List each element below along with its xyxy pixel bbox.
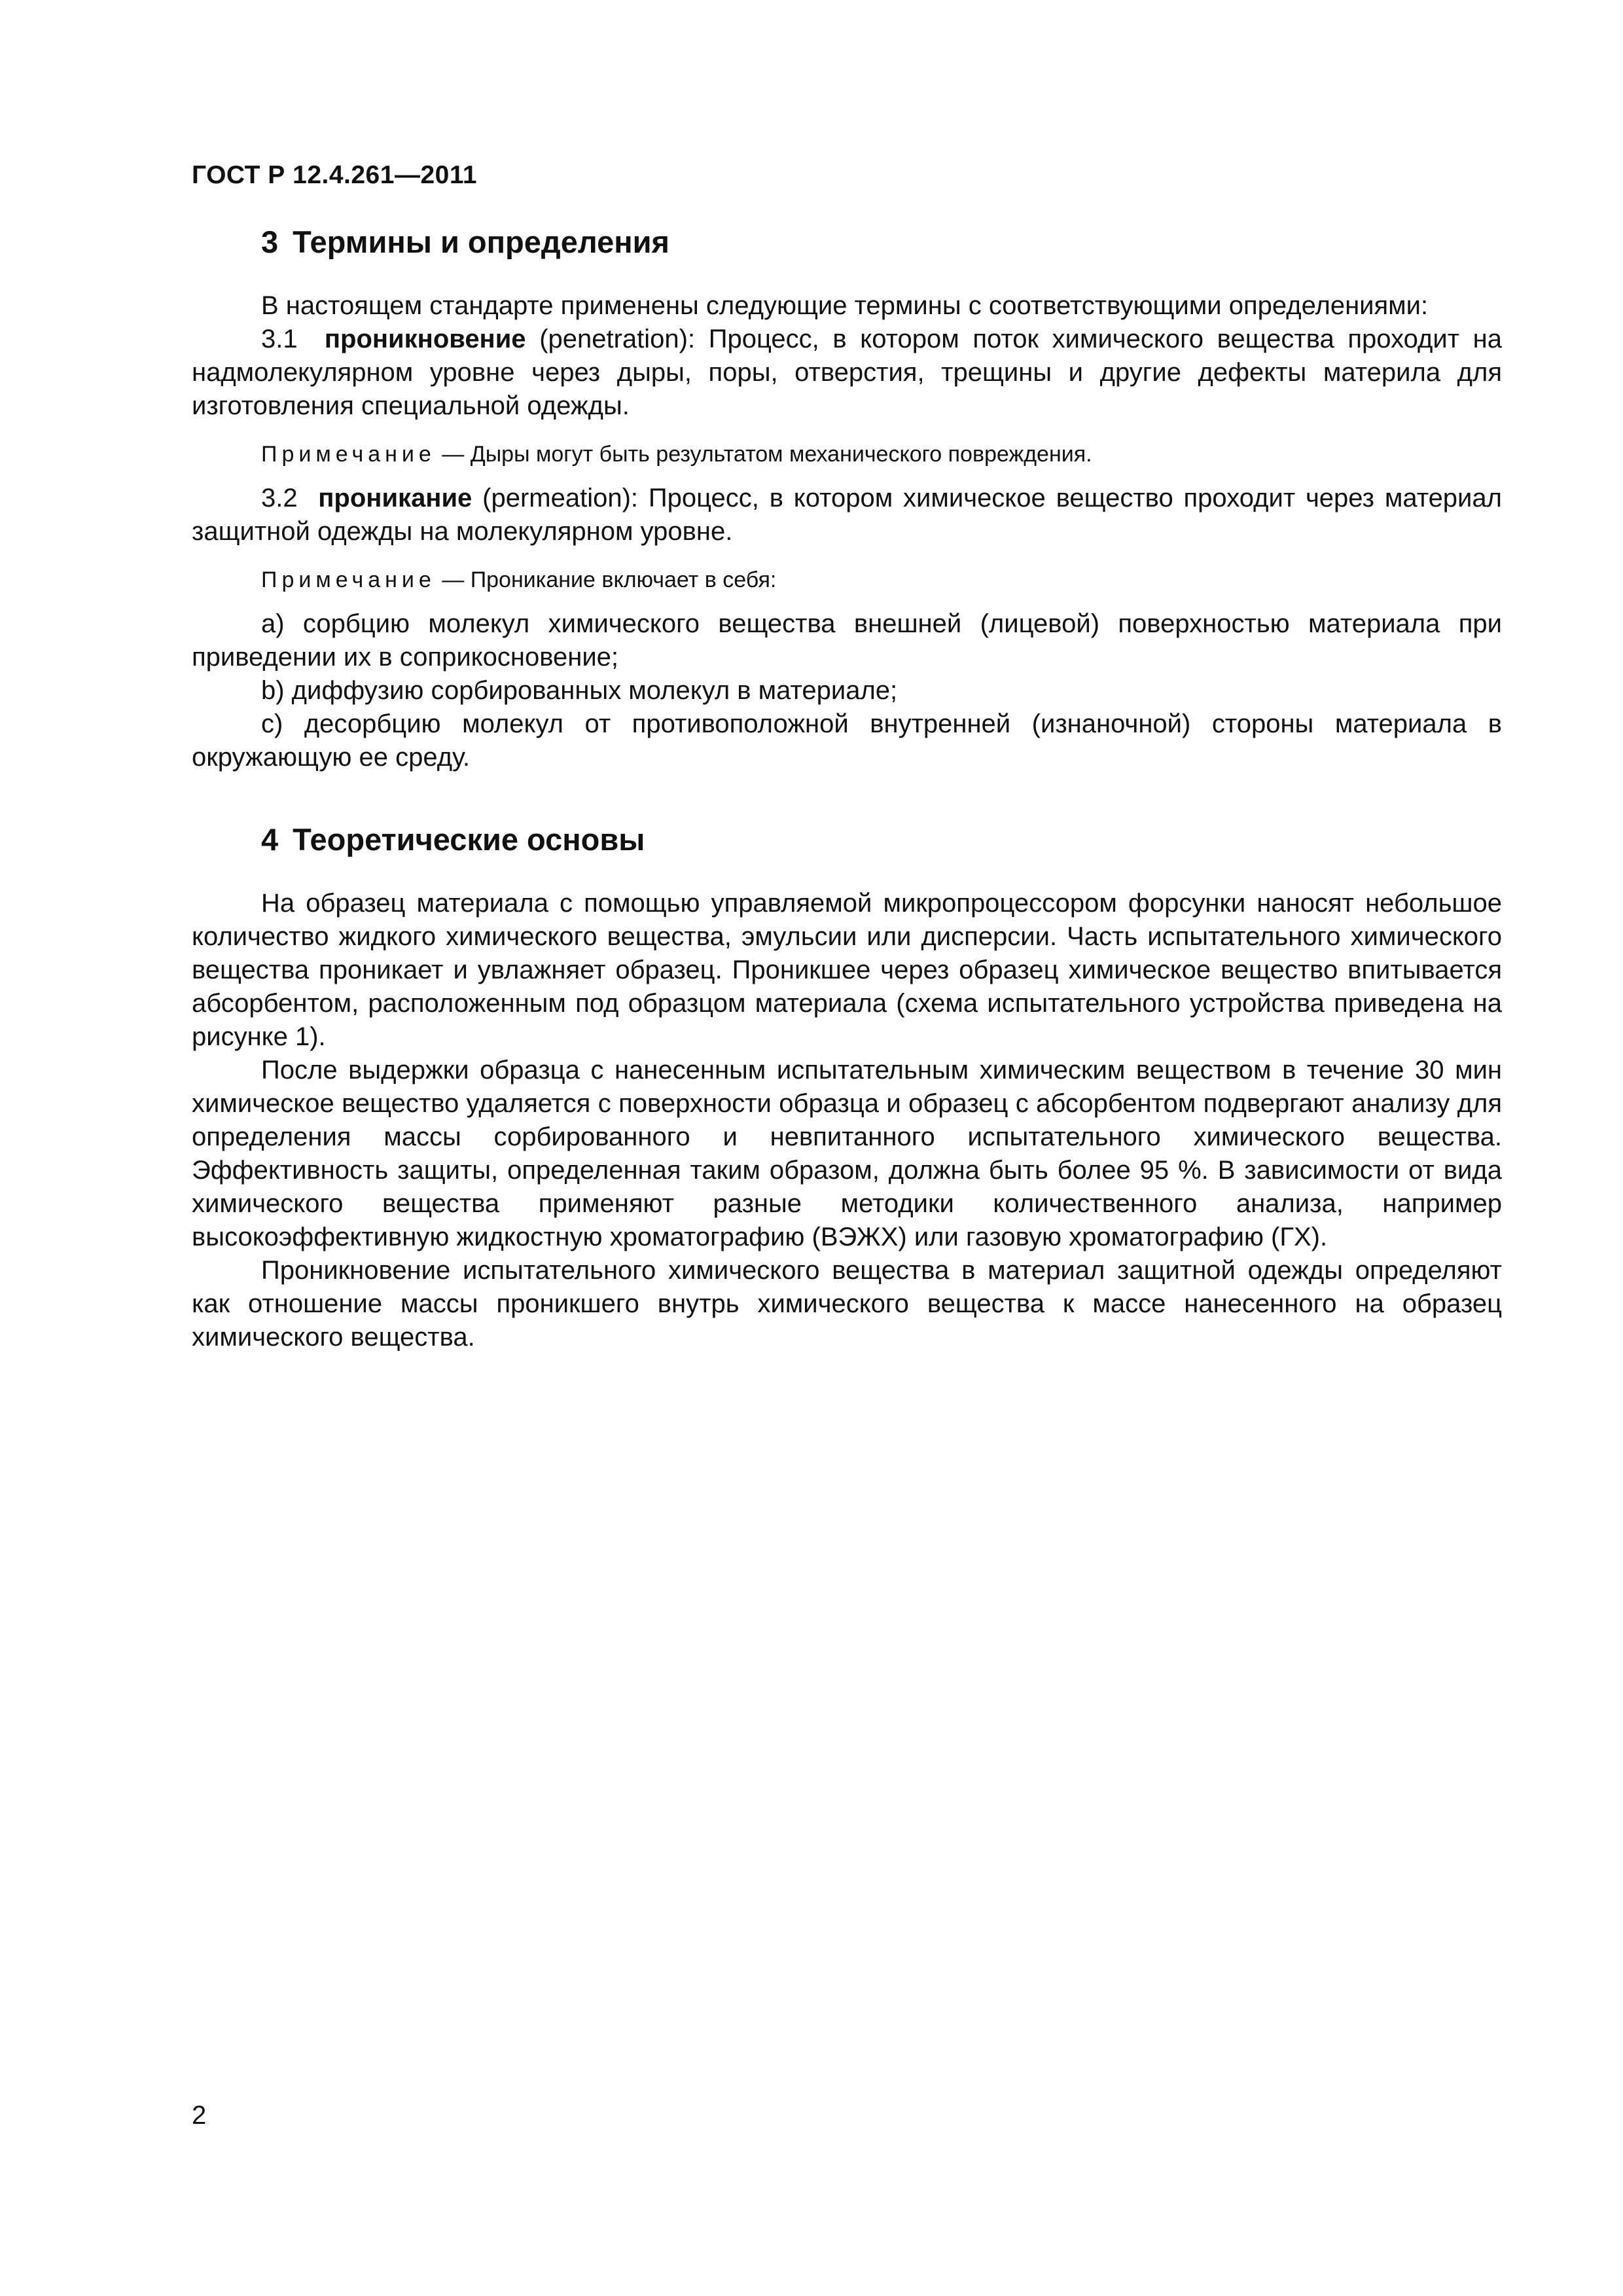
term-3-2 bbox=[192, 482, 1502, 548]
note-1 bbox=[192, 440, 1502, 469]
section-number: 3 bbox=[261, 224, 279, 259]
list-item: b) диффузию сорбированных молекул в материале; bbox=[261, 676, 898, 705]
section-3-intro: В настоящем стандарте применены следующие термины с соответствующими определениями: bbox=[261, 291, 1429, 320]
term-definition: (penetration): Процесс, в котором поток химического вещества проходит на надмолекулярном уровне через дыры, поры, отверстия, трещины и другие дефекты материла для изготовления специальной одежды. bbox=[192, 325, 1502, 420]
term-number: 3.1 bbox=[261, 325, 298, 353]
note-label: Примечание bbox=[261, 567, 436, 592]
document-code: ГОСТ Р 12.4.261—2011 bbox=[192, 161, 478, 189]
paragraph: На образец материала с помощью управляемой микропроцессором форсунки наносят небольшое количество жидкого химического вещества, эмульсии или дисперсии. Часть испытательного химического вещества проникает и увлажняет образец. Проникшее через образец химическое вещество впитывается абсорбентом, расположенным под образцом материала (схема испытательного устройства приведена на рисунке 1). bbox=[192, 889, 1502, 1051]
section-title: Теоретические основы bbox=[293, 822, 645, 857]
note-text: — Проникание включает в себя: bbox=[442, 567, 777, 592]
page-number: 2 bbox=[192, 2101, 207, 2130]
section-title: Термины и определения bbox=[293, 224, 669, 259]
section-4-heading bbox=[261, 820, 1502, 859]
note-2 bbox=[192, 565, 1502, 594]
note-text: — Дыры могут быть результатом механического повреждения. bbox=[442, 442, 1092, 467]
term-3-1 bbox=[192, 323, 1502, 423]
term-name: проникновение bbox=[324, 325, 526, 353]
section-3-heading bbox=[261, 223, 1502, 262]
paragraph: Проникновение испытательного химического вещества в материал защитной одежды определяют как отношение массы проникшего внутрь химического вещества к массе нанесенного на образец химического вещества. bbox=[192, 1256, 1502, 1352]
term-definition: (permeation): Процесс, в котором химическое вещество проходит через материал защитной одежды на молекулярном уровне. bbox=[192, 484, 1502, 546]
section-number: 4 bbox=[261, 822, 279, 857]
page-content bbox=[192, 223, 1502, 1354]
term-name: проникание bbox=[318, 484, 473, 512]
paragraph: После выдержки образца с нанесенным испытательным химическим веществом в течение 30 мин химическое вещество удаляется с поверхности образца и образец с абсорбентом подвергают анализу для определения массы сорбированного и невпитанного испытательного химического вещества. Эффективность защиты, определенная таким образом, должна быть более 95 %. В зависимости от вида химического вещества применяют разные методики количественного анализа, например высокоэффективную жидкостную хроматографию (ВЭЖХ) или газовую хроматографию (ГХ). bbox=[192, 1056, 1502, 1251]
term-number: 3.2 bbox=[261, 484, 298, 512]
note-label: Примечание bbox=[261, 442, 436, 467]
list-item: с) десорбцию молекул от противоположной внутренней (изнаночной) стороны материала в окружающую ее среду. bbox=[192, 709, 1502, 772]
list-item: а) сорбцию молекул химического вещества внешней (лицевой) поверхностью материала при приведении их в соприкосновение; bbox=[192, 609, 1502, 672]
